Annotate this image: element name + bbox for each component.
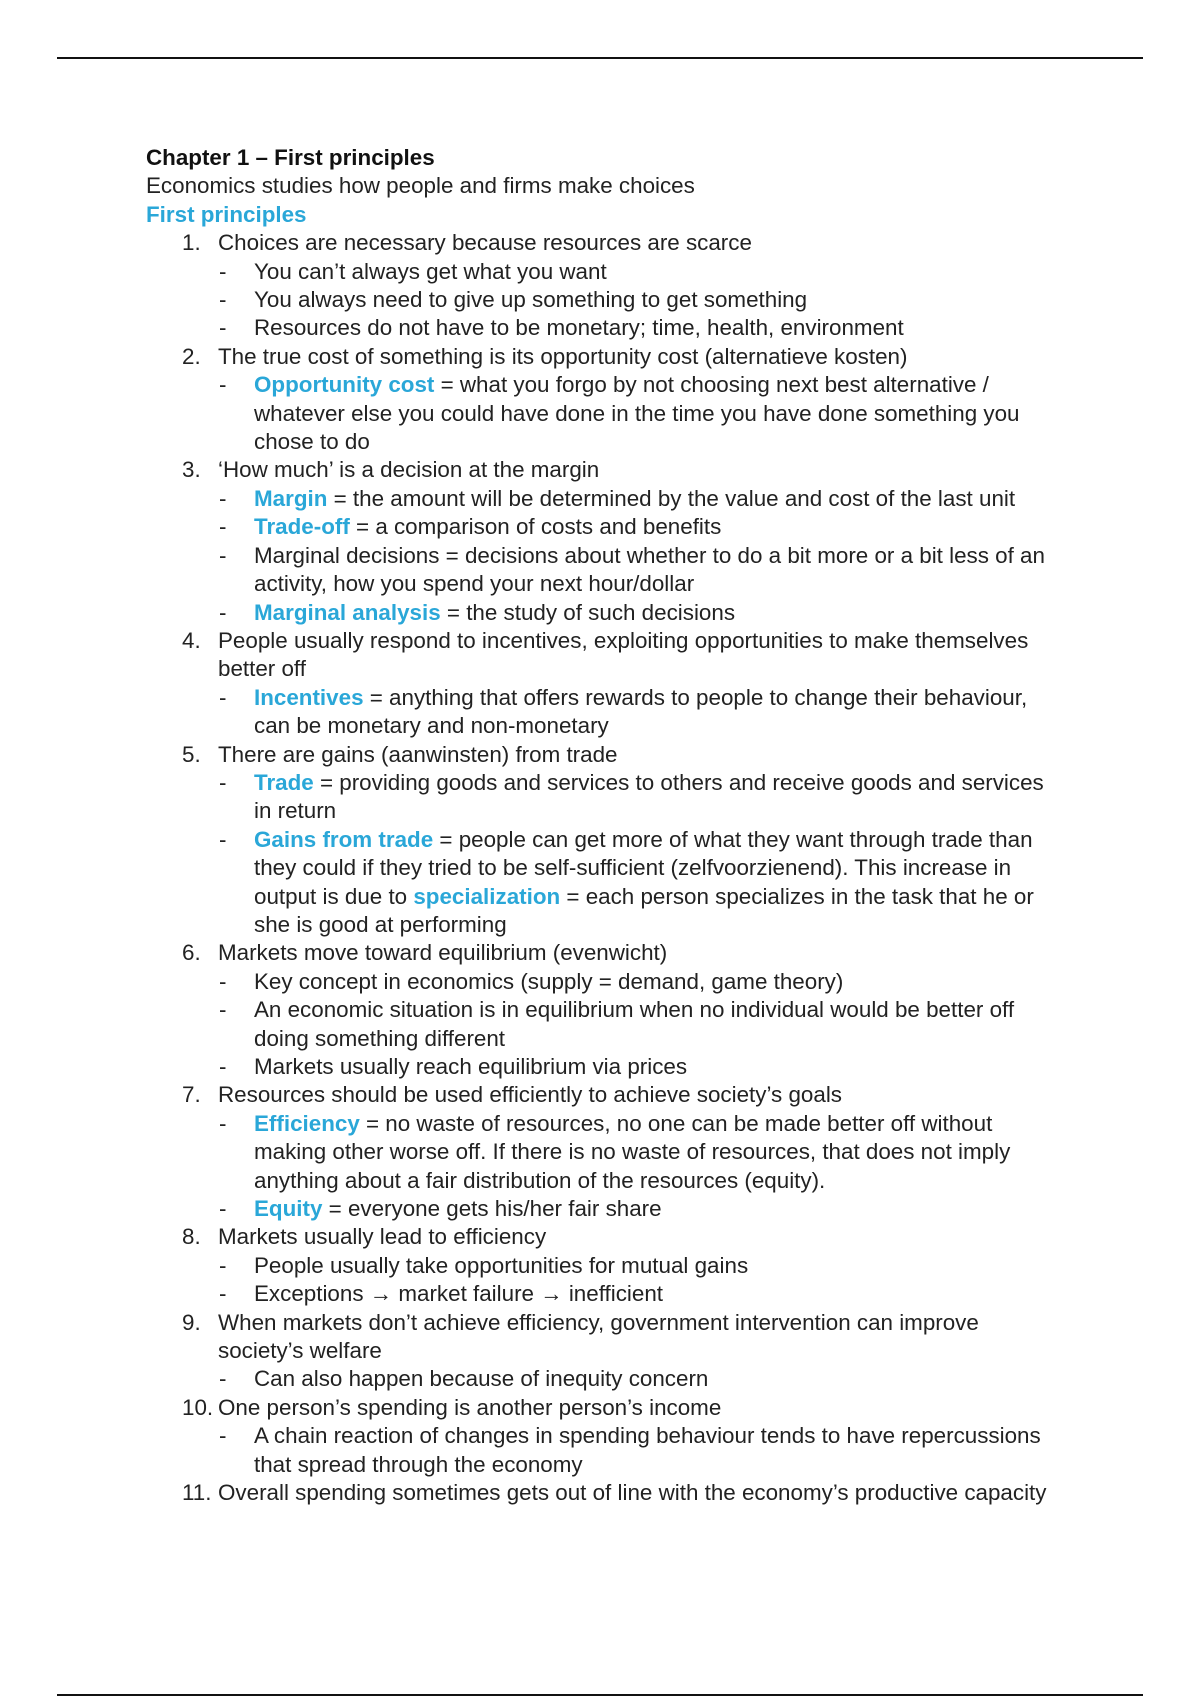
principle-item <box>146 1309 1066 1366</box>
point-text: = the study of such decisions <box>440 599 736 625</box>
principle-number: 7. <box>182 1082 201 1108</box>
dash-bullet: - <box>219 997 227 1023</box>
dash-bullet: - <box>219 599 227 625</box>
point-text: = each person specializes in the task that he or she is good at performing <box>254 883 1034 937</box>
point-text: Can also happen because of inequity concern <box>254 1366 709 1392</box>
key-term: Incentives <box>254 684 364 710</box>
principle-number: 9. <box>182 1309 201 1335</box>
dash-bullet: - <box>219 315 227 341</box>
principle-number: 4. <box>182 627 201 653</box>
principle-text: Overall spending sometimes gets out of line with the economy’s productive capacity <box>218 1480 1047 1506</box>
point-text: Exceptions → market failure → inefficient <box>254 1281 664 1307</box>
principle-text: The true cost of something is its opportunity cost (alternatieve kosten) <box>218 343 908 369</box>
principle-text: Resources should be used efficiently to achieve society’s goals <box>218 1082 842 1108</box>
dash-bullet: - <box>219 1366 227 1392</box>
key-term: Trade <box>254 769 314 795</box>
bullet-point <box>146 1365 1066 1393</box>
dash-bullet: - <box>219 287 227 313</box>
header-rule <box>57 57 1143 59</box>
principle-item <box>146 456 1066 484</box>
principle-item <box>146 741 1066 769</box>
dash-bullet: - <box>219 1110 227 1136</box>
bullet-point <box>146 286 1066 314</box>
point-text: You always need to give up something to get something <box>254 287 808 313</box>
principle-text: Markets usually lead to efficiency <box>218 1224 547 1250</box>
principle-number: 3. <box>182 457 201 483</box>
principle-item <box>146 939 1066 967</box>
bullet-point <box>146 826 1066 940</box>
principle-text: One person’s spending is another person’s income <box>218 1394 722 1420</box>
key-term: Margin <box>254 485 328 511</box>
dash-bullet: - <box>219 1423 227 1449</box>
bullet-point <box>146 1110 1066 1195</box>
bullet-point <box>146 1053 1066 1081</box>
principle-text: There are gains (aanwinsten) from trade <box>218 741 618 767</box>
principle-number: 11. <box>182 1480 212 1506</box>
bullet-point <box>146 769 1066 826</box>
principle-item <box>146 1394 1066 1422</box>
principle-number: 8. <box>182 1224 201 1250</box>
dash-bullet: - <box>219 968 227 994</box>
intro-line: Economics studies how people and firms make choices <box>146 173 695 199</box>
point-text: An economic situation is in equilibrium when no individual would be better off doing something different <box>254 997 1015 1051</box>
point-text: = no waste of resources, no one can be made better off without making other worse off. If there is no waste of resources, that does not imply anything about a fair distribution of the resources (equity). <box>254 1110 1011 1193</box>
principle-item <box>146 627 1066 684</box>
principle-item <box>146 229 1066 257</box>
bullet-point <box>146 996 1066 1053</box>
point-text: = what you forgo by not choosing next best alternative / whatever else you could have done in the time you have done something you chose to do <box>254 372 1020 455</box>
bullet-point <box>146 1195 1066 1223</box>
point-text: People usually take opportunities for mutual gains <box>254 1252 749 1278</box>
point-text: Key concept in economics (supply = demand, game theory) <box>254 968 844 994</box>
dash-bullet: - <box>219 1196 227 1222</box>
dash-bullet: - <box>219 826 227 852</box>
point-text: You can’t always get what you want <box>254 258 607 284</box>
bullet-point <box>146 1422 1066 1479</box>
bullet-point <box>146 485 1066 513</box>
dash-bullet: - <box>219 372 227 398</box>
bullet-point <box>146 513 1066 541</box>
principle-item <box>146 1081 1066 1109</box>
bullet-point <box>146 1280 1066 1308</box>
point-text: = anything that offers rewards to people to change their behaviour, can be monetary and non-monetary <box>254 684 1028 739</box>
point-text: = people can get more of what they want through trade than they could if they tried to be self-sufficient (zelfvoorzienend). This increase in output is due to <box>254 826 1033 909</box>
point-text: Resources do not have to be monetary; time, health, environment <box>254 315 904 341</box>
bullet-point <box>146 542 1066 599</box>
principle-number: 6. <box>182 940 201 966</box>
point-text: = providing goods and services to others and receive goods and services in return <box>254 769 1044 824</box>
dash-bullet: - <box>219 542 227 568</box>
principle-text: ‘How much’ is a decision at the margin <box>218 457 600 483</box>
point-text: = a comparison of costs and benefits <box>349 514 722 540</box>
bullet-point <box>146 258 1066 286</box>
point-text: = everyone gets his/her fair share <box>322 1196 662 1222</box>
principle-text: Choices are necessary because resources are scarce <box>218 230 752 256</box>
key-term: Gains from trade <box>254 826 434 852</box>
point-text: Marginal decisions = decisions about whether to do a bit more or a bit less of an activity, how you spend your next hour/dollar <box>254 542 1045 597</box>
key-term: Equity <box>254 1196 323 1222</box>
dash-bullet: - <box>219 485 227 511</box>
dash-bullet: - <box>219 1281 227 1307</box>
principle-text: When markets don’t achieve efficiency, government intervention can improve society’s welfare <box>218 1309 979 1364</box>
bullet-point <box>146 371 1066 456</box>
principle-number: 5. <box>182 741 201 767</box>
section-heading: First principles <box>146 201 307 227</box>
key-term: Opportunity cost <box>254 372 435 398</box>
principle-text: Markets move toward equilibrium (evenwicht) <box>218 940 668 966</box>
principle-item <box>146 343 1066 371</box>
footer-rule <box>57 1694 1143 1696</box>
dash-bullet: - <box>219 514 227 540</box>
dash-bullet: - <box>219 1252 227 1278</box>
dash-bullet: - <box>219 258 227 284</box>
principle-item <box>146 1479 1066 1507</box>
principle-item <box>146 1223 1066 1251</box>
key-term: Trade-off <box>254 514 350 540</box>
point-text: A chain reaction of changes in spending behaviour tends to have repercussions that spread through the economy <box>254 1423 1041 1477</box>
bullet-point <box>146 314 1066 342</box>
chapter-title: Chapter 1 – First principles <box>146 145 435 170</box>
bullet-point <box>146 684 1066 741</box>
principle-text: People usually respond to incentives, exploiting opportunities to make themselves better off <box>218 627 1029 682</box>
principle-number: 2. <box>182 343 201 369</box>
bullet-point <box>146 968 1066 996</box>
bullet-point <box>146 599 1066 627</box>
dash-bullet: - <box>219 1054 227 1079</box>
document-body <box>146 144 1066 1508</box>
principle-number: 10. <box>182 1394 214 1420</box>
dash-bullet: - <box>219 769 227 795</box>
key-term: specialization <box>413 883 561 909</box>
principles-list <box>146 229 1066 1507</box>
principle-number: 1. <box>182 230 201 256</box>
point-text: Markets usually reach equilibrium via prices <box>254 1054 688 1079</box>
bullet-point <box>146 1252 1066 1280</box>
point-text: = the amount will be determined by the value and cost of the last unit <box>327 485 1016 511</box>
key-term: Efficiency <box>254 1110 360 1136</box>
dash-bullet: - <box>219 684 227 710</box>
key-term: Marginal analysis <box>254 599 441 625</box>
